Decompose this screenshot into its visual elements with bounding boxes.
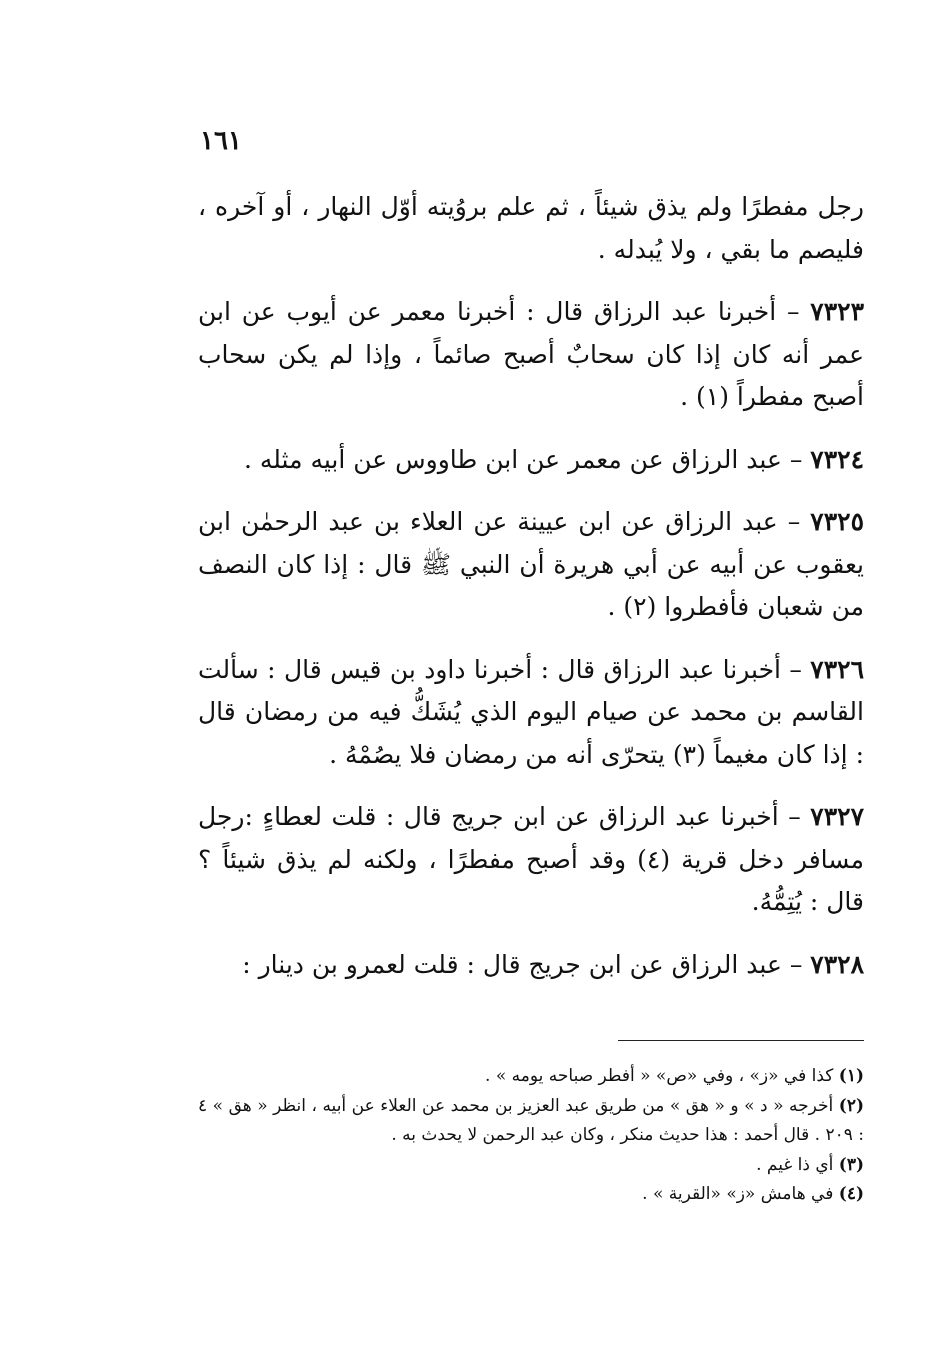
- footnote-number: (٣): [838, 1154, 864, 1175]
- paragraph-text: – عبد الرزاق عن ابن عيينة عن العلاء بن عبد الرحمٰن ابن يعقوب عن أبيه عن أبي هريرة أن النبي ﷺ قال : إذا كان النصف من شعبان فأفطروا (٢) .: [198, 507, 864, 621]
- paragraph-text: – أخبرنا عبد الرزاق قال : أخبرنا داود بن قيس قال : سألت القاسم بن محمد عن صيام اليوم الذي يُشَكُّ فيه من رمضان قال : إذا كان مغيماً (٣) يتحرّى أنه من رمضان فلا يصُمْهُ .: [198, 654, 864, 769]
- hadith-7328: [198, 944, 864, 987]
- footnote-2: [198, 1092, 864, 1151]
- hadith-7323: [198, 291, 864, 419]
- footnote-divider: [618, 1040, 864, 1041]
- hadith-number: ٧٣٢٤: [810, 444, 864, 474]
- footnote-text: أخرجه « د » و « هق » من طريق عبد العزيز بن محمد عن العلاء عن أبيه ، انظر « هق » ٤ : ٢٠٩ . قال أحمد : هذا حديث منكر ، وكان عبد الرحمن لا يحدث به .: [198, 1095, 864, 1145]
- paragraph-continuation: [198, 186, 864, 271]
- hadith-7325: [198, 501, 864, 629]
- page-number: ١٦١: [200, 126, 242, 156]
- footnote-text: كذا في «ز» ، وفي «ص» « أفطر صباحه يومه » .: [485, 1066, 839, 1086]
- main-text: [198, 186, 864, 1006]
- footnote-number: (١): [838, 1066, 864, 1086]
- paragraph-text: – أخبرنا عبد الرزاق قال : أخبرنا معمر عن أيوب عن ابن عمر أنه كان إذا كان سحابٌ أصبح صائماً ، وإذا لم يكن سحاب أصبح مفطراً (١) .: [198, 297, 864, 411]
- footnote-number: (٤): [838, 1184, 864, 1204]
- hadith-7326: [198, 649, 864, 777]
- footnotes: [198, 1062, 864, 1210]
- hadith-number: ٧٣٢٨: [810, 949, 864, 979]
- footnote-1: [198, 1062, 864, 1092]
- footnote-text: أي ذا غيم .: [756, 1154, 839, 1175]
- footnote-4: [198, 1180, 864, 1210]
- hadith-7327: [198, 796, 864, 924]
- paragraph-text: رجل مفطرًا ولم يذق شيئاً ، ثم علم بروُيته أوّل النهار ، أو آخره ، فليصم ما بقي ، ولا يُبدله .: [198, 192, 864, 264]
- footnote-3: [198, 1151, 864, 1181]
- hadith-number: ٧٣٢٥: [810, 507, 864, 536]
- hadith-number: ٧٣٢٦: [810, 654, 864, 684]
- footnote-number: (٢): [838, 1095, 864, 1116]
- paragraph-text: – أخبرنا عبد الرزاق عن ابن جريج قال : قلت لعطاءٍ :رجل مسافر دخل قرية (٤) وقد أصبح مفطرًا ، ولكنه لم يذق شيئاً ؟ قال : يُتِمُّهُ.: [198, 802, 864, 916]
- paragraph-text: – عبد الرزاق عن ابن جريج قال : قلت لعمرو بن دينار :: [242, 949, 811, 979]
- hadith-number: ٧٣٢٣: [810, 297, 864, 326]
- footnote-text: في هامش «ز» «القرية » .: [642, 1184, 839, 1204]
- hadith-7324: [198, 439, 864, 482]
- paragraph-text: – عبد الرزاق عن معمر عن ابن طاووس عن أبيه مثله .: [243, 444, 811, 474]
- hadith-number: ٧٣٢٧: [810, 802, 864, 831]
